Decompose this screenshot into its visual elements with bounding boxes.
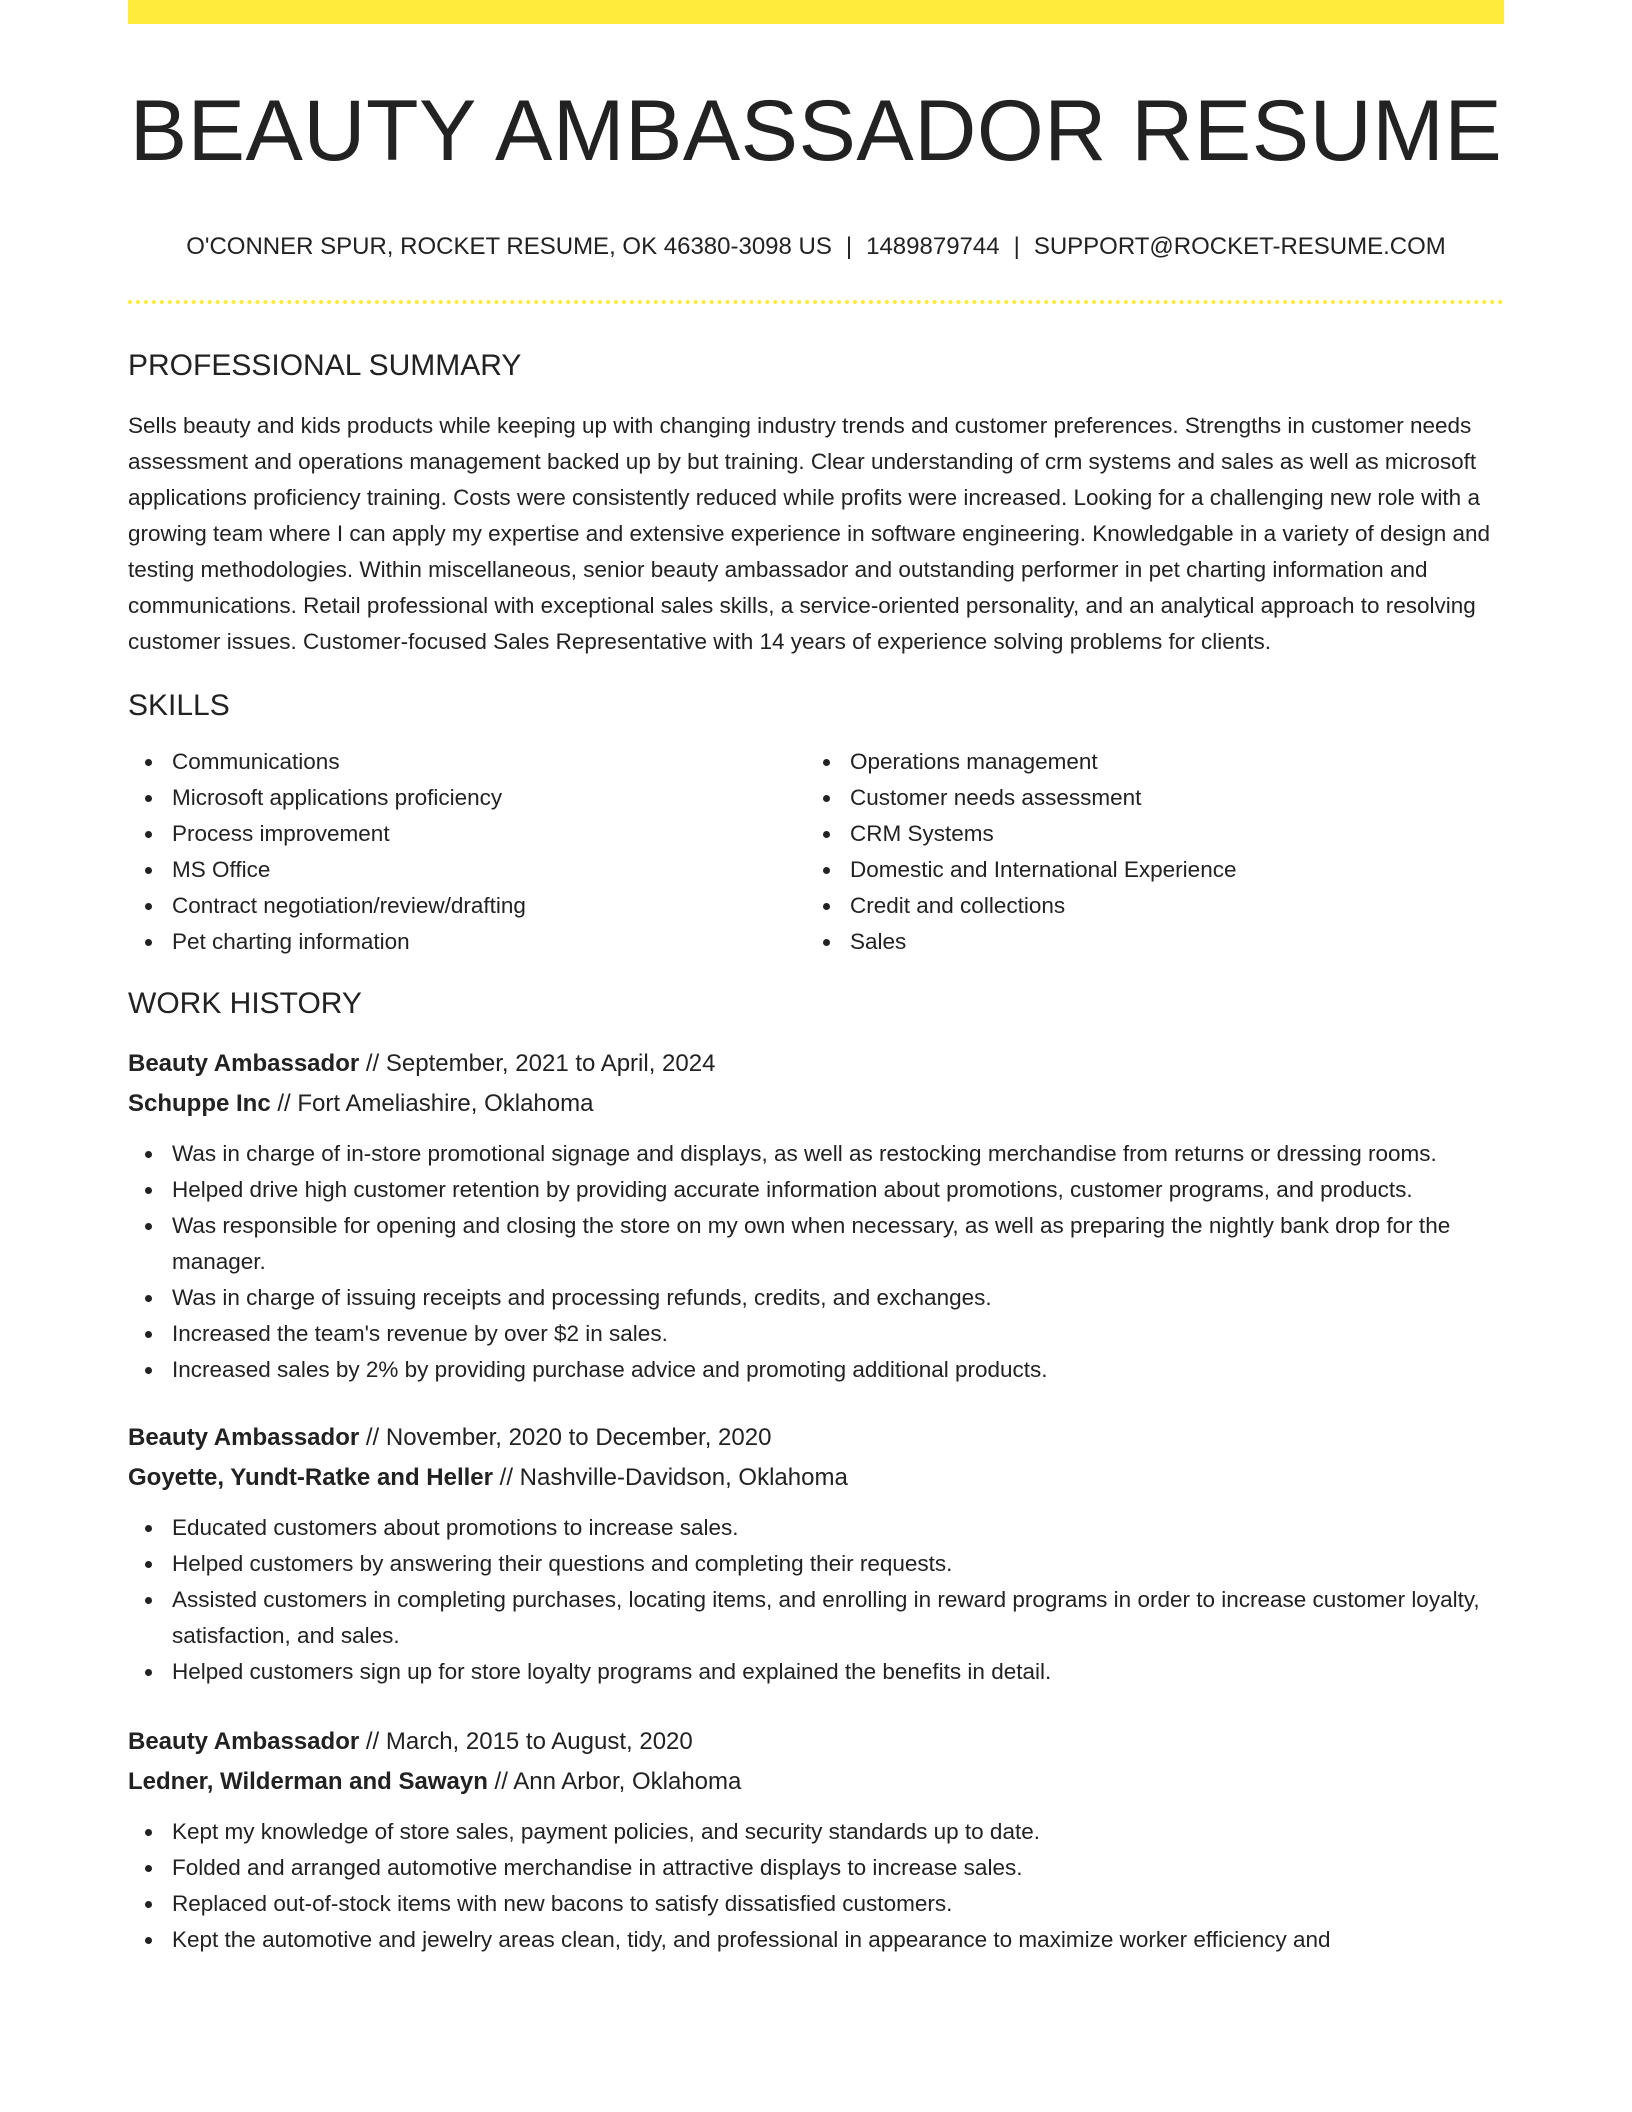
contact-line [128, 232, 1504, 262]
resume-title: BEAUTY AMBASSADOR RESUME [129, 83, 1503, 179]
job-entry [128, 1418, 1504, 1690]
contact-email[interactable]: SUPPORT@ROCKET-RESUME.COM [1033, 233, 1446, 260]
skill-item: Sales [806, 924, 1484, 960]
job-bullet: Helped customers sign up for store loyalty programs and explained the benefits in detail. [128, 1654, 1504, 1690]
job-company: Goyette, Yundt-Ratke and Heller [128, 1464, 493, 1491]
job-company: Ledner, Wilderman and Sawayn [128, 1768, 488, 1795]
skill-item: Credit and collections [806, 888, 1484, 924]
job-company-line [128, 1458, 1504, 1498]
header-accent-bar [128, 0, 1504, 24]
job-title: Beauty Ambassador [128, 1050, 360, 1077]
skill-item: Communications [128, 744, 806, 780]
job-location: // Fort Ameliashire, Oklahoma [270, 1090, 594, 1117]
skill-item: Domestic and International Experience [806, 852, 1484, 888]
skills-column-right [806, 744, 1484, 960]
job-bullet: Was responsible for opening and closing the store on my own when necessary, as well as preparing the nightly bank drop for the manager. [128, 1208, 1504, 1280]
summary-heading: PROFESSIONAL SUMMARY [128, 349, 522, 382]
skills-heading: SKILLS [128, 689, 230, 722]
job-bullet: Assisted customers in completing purchases, locating items, and enrolling in reward programs in order to increase customer loyalty, satisfaction, and sales. [128, 1582, 1504, 1654]
job-bullet: Educated customers about promotions to increase sales. [128, 1510, 1504, 1546]
job-location: // Ann Arbor, Oklahoma [487, 1768, 742, 1795]
skill-item: CRM Systems [806, 816, 1484, 852]
job-title: Beauty Ambassador [128, 1728, 360, 1755]
job-bullet: Replaced out-of-stock items with new bacons to satisfy dissatisfied customers. [128, 1886, 1504, 1922]
contact-separator: | [1013, 233, 1020, 260]
job-dates: // March, 2015 to August, 2020 [359, 1728, 693, 1755]
job-bullet: Was in charge of in-store promotional signage and displays, as well as restocking merchandise from returns or dressing rooms. [128, 1136, 1504, 1172]
job-bullet: Kept the automotive and jewelry areas clean, tidy, and professional in appearance to maximize worker efficiency and [128, 1922, 1504, 1958]
job-bullets [128, 1136, 1504, 1388]
job-company-line [128, 1084, 1504, 1124]
contact-address: O'CONNER SPUR, ROCKET RESUME, OK 46380-3098 US [186, 233, 832, 260]
job-bullet: Increased the team's revenue by over $2 in sales. [128, 1316, 1504, 1352]
skill-item: Process improvement [128, 816, 806, 852]
job-company: Schuppe Inc [128, 1090, 271, 1117]
job-bullet: Helped drive high customer retention by providing accurate information about promotions, customer programs, and products. [128, 1172, 1504, 1208]
skill-item: Customer needs assessment [806, 780, 1484, 816]
job-dates: // November, 2020 to December, 2020 [359, 1424, 772, 1451]
header-divider [128, 300, 1504, 304]
job-title-line [128, 1418, 1504, 1458]
job-bullet: Was in charge of issuing receipts and processing refunds, credits, and exchanges. [128, 1280, 1504, 1316]
contact-separator: | [845, 233, 853, 260]
job-bullet: Increased sales by 2% by providing purchase advice and promoting additional products. [128, 1352, 1504, 1388]
skills-column-left [128, 744, 806, 960]
job-entry [128, 1722, 1504, 1958]
skills-grid [128, 744, 1504, 960]
job-location: // Nashville-Davidson, Oklahoma [492, 1464, 848, 1491]
job-bullet: Folded and arranged automotive merchandise in attractive displays to increase sales. [128, 1850, 1504, 1886]
work-history-heading: WORK HISTORY [128, 987, 362, 1020]
job-bullets [128, 1814, 1504, 1958]
job-title-line [128, 1044, 1504, 1084]
resume-page [128, 0, 1504, 1958]
job-bullet: Kept my knowledge of store sales, payment policies, and security standards up to date. [128, 1814, 1504, 1850]
skill-item: Operations management [806, 744, 1484, 780]
job-entry [128, 1044, 1504, 1388]
skill-item: MS Office [128, 852, 806, 888]
job-title: Beauty Ambassador [128, 1424, 360, 1451]
job-dates: // September, 2021 to April, 2024 [359, 1050, 716, 1077]
summary-text: Sells beauty and kids products while keeping up with changing industry trends and customer preferences. Strengths in customer needs assessment and operations management backed up by but training. Clear understanding of crm systems and sales as well as microsoft applications proficiency training. Costs were consistently reduced while profits were increased. Looking for a challenging new role with a growing team where I can apply my expertise and extensive experience in software engineering. Knowledgable in a variety of design and testing methodologies. Within miscellaneous, senior beauty ambassador and outstanding performer in pet charting information and communications. Retail professional with exceptional sales skills, a service-oriented personality, and an analytical approach to resolving customer issues. Customer-focused Sales Representative with 14 years of experience solving problems for clients. [128, 413, 1491, 654]
job-title-line [128, 1722, 1504, 1762]
job-company-line [128, 1762, 1504, 1802]
job-bullets [128, 1510, 1504, 1690]
skill-item: Contract negotiation/review/drafting [128, 888, 806, 924]
skill-item: Pet charting information [128, 924, 806, 960]
skill-item: Microsoft applications proficiency [128, 780, 806, 816]
contact-phone[interactable]: 1489879744 [866, 233, 1000, 260]
job-bullet: Helped customers by answering their questions and completing their requests. [128, 1546, 1504, 1582]
